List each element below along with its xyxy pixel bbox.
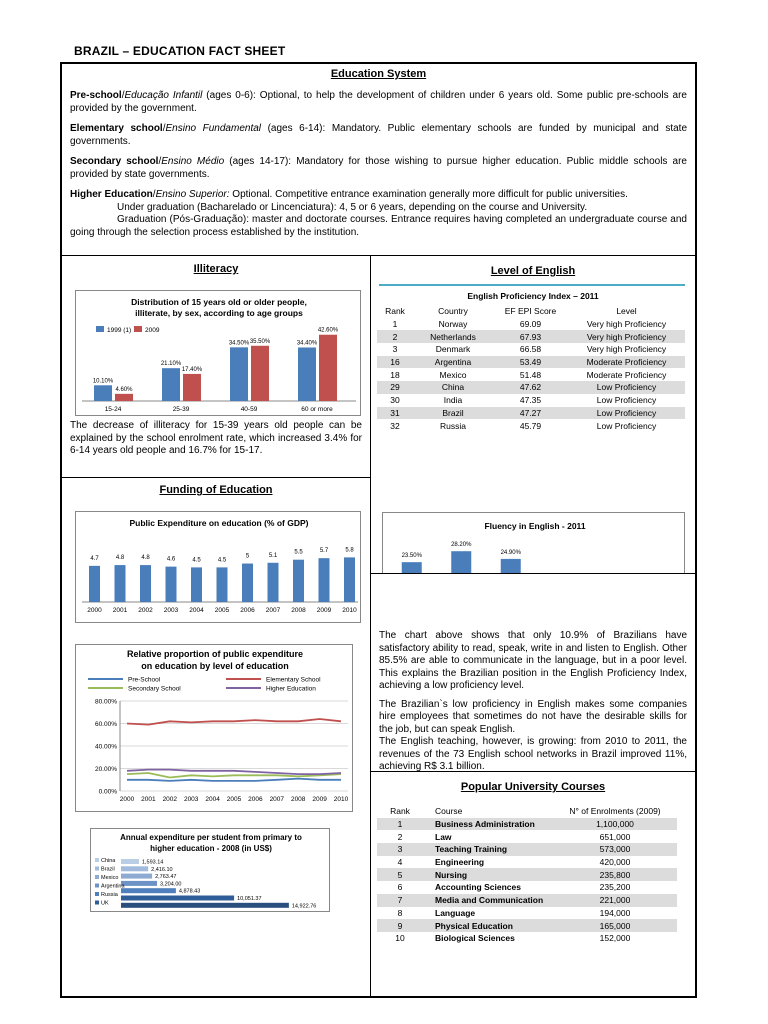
courses-table-cell: 235,200 xyxy=(599,882,631,893)
epi-table-cell: China xyxy=(413,381,493,394)
epi-col-rank: Rank xyxy=(385,306,405,317)
epi-table-cell: 51.48 xyxy=(519,369,542,380)
epi-table-cell: Argentina xyxy=(413,356,493,369)
epi-table-cell: 69.09 xyxy=(519,319,542,330)
legend-label: Mexico xyxy=(101,875,119,881)
y-tick-label: 40.00% xyxy=(94,743,117,751)
bar xyxy=(121,874,152,879)
proportion-chart-frame xyxy=(75,644,353,812)
epi-table-cell: 32 xyxy=(390,420,400,431)
bar xyxy=(166,567,177,602)
illiteracy-title: Illiteracy xyxy=(193,263,239,275)
chart-title: illiterate, by sex, according to age groups xyxy=(135,308,303,318)
bar xyxy=(344,557,355,602)
bar-2009 xyxy=(251,346,269,401)
per-student-chart xyxy=(91,829,331,913)
courses-table-row xyxy=(377,907,677,920)
x-tick-label: 2005 xyxy=(214,607,230,614)
epi-table-cell: Very high Proficiency xyxy=(586,344,667,355)
courses-table-cell: Law xyxy=(435,831,452,842)
data-label: 4.6 xyxy=(166,556,176,563)
courses-table-cell: 10 xyxy=(395,933,405,944)
data-label: 2,416.10 xyxy=(151,866,173,873)
legend-swatch-1999 xyxy=(96,326,104,332)
data-label: 4.60% xyxy=(115,386,133,393)
courses-table-cell: 5 xyxy=(377,868,423,881)
epi-table-cell: Very high Proficiency xyxy=(568,330,685,343)
epi-table-row xyxy=(377,330,685,343)
bar xyxy=(402,562,422,574)
courses-table-row xyxy=(377,818,677,831)
data-label: 35.50% xyxy=(249,338,271,345)
x-tick-label: 2006 xyxy=(248,796,263,803)
bar xyxy=(217,567,228,602)
x-tick-label: 2001 xyxy=(112,607,128,614)
elementary-paragraph: Elementary school/Ensino Fundamental (ages 6-14): Mandatory. Public elementary schools are funded by municipal and state governments. xyxy=(70,123,688,147)
series-line xyxy=(127,770,341,775)
courses-table-cell: Nursing xyxy=(423,868,553,881)
courses-table-cell: 1 xyxy=(377,818,423,831)
x-tick-label: 2002 xyxy=(138,607,153,614)
x-tick-label: 2004 xyxy=(205,796,220,803)
epi-table-cell: 2 xyxy=(377,330,413,343)
bar xyxy=(89,566,100,602)
epi-table xyxy=(377,305,685,432)
legend-label: UK xyxy=(101,900,109,907)
x-tick-label: 2000 xyxy=(87,607,102,614)
courses-table-cell: 8 xyxy=(397,907,403,918)
illiteracy-chart xyxy=(76,291,362,417)
epi-table-cell: Mexico xyxy=(439,369,467,380)
legend-swatch xyxy=(95,858,99,862)
courses-table-cell: Biological Sciences xyxy=(435,933,515,944)
x-tick-label: 2000 xyxy=(119,796,135,803)
y-tick-label: 20.00% xyxy=(94,766,117,773)
data-label: 5 xyxy=(245,553,250,560)
epi-col-score: EF EPI Score xyxy=(504,306,557,317)
bar xyxy=(115,565,126,602)
data-label: 5.5 xyxy=(294,549,303,556)
courses-table-row xyxy=(377,932,677,945)
x-tick-label: 2007 xyxy=(269,796,285,803)
courses-table-cell: 4 xyxy=(397,857,403,868)
courses-table-cell: 3 xyxy=(377,843,423,856)
data-label: 34.40% xyxy=(296,340,318,347)
courses-table-row xyxy=(377,894,677,907)
epi-table-cell: 1 xyxy=(392,319,398,330)
bar xyxy=(121,866,148,871)
courses-table-cell: 573,000 xyxy=(553,843,677,856)
data-label: 2,763.47 xyxy=(155,874,177,881)
epi-table-cell: 47.62 xyxy=(493,381,568,394)
bar-19991 xyxy=(230,347,248,401)
data-label: 42.60% xyxy=(317,327,339,334)
english-title-rule xyxy=(379,284,685,286)
chart-title: Distribution of 15 years old or older people, xyxy=(131,297,307,307)
chart-title: Fluency in English - 2011 xyxy=(484,521,586,531)
courses-table-cell: 6 xyxy=(397,882,403,893)
courses-table-row xyxy=(377,856,677,869)
data-label: 21.10% xyxy=(160,361,182,368)
courses-table-cell: 194,000 xyxy=(599,907,631,918)
bar-2009 xyxy=(183,374,201,401)
legend-label: Pre-School xyxy=(128,676,161,684)
data-label: 14,922.76 xyxy=(291,903,317,910)
data-label: 5.1 xyxy=(268,552,278,559)
x-tick-label: 2010 xyxy=(333,796,349,803)
courses-table-cell: 2 xyxy=(397,831,403,842)
epi-table-cell: Brazil xyxy=(413,407,493,420)
bar xyxy=(140,565,151,602)
y-tick-label: 80.00% xyxy=(94,698,117,706)
x-tick-label: 2004 xyxy=(189,607,204,614)
courses-table-cell: 221,000 xyxy=(553,894,677,907)
english-title: Level of English xyxy=(490,265,576,277)
bar xyxy=(121,888,176,893)
legend-label: China xyxy=(101,858,116,864)
chart-title: on education by level of education xyxy=(141,661,289,671)
courses-table-cell: 7 xyxy=(377,894,423,907)
epi-table-cell: Moderate Proficiency xyxy=(586,369,667,380)
bar xyxy=(268,563,279,602)
courses-col-enrolments: N° of Enrolments (2009) xyxy=(569,806,661,817)
epi-table-row xyxy=(377,407,685,420)
legend-label: Russia xyxy=(101,892,118,898)
epi-table-cell: Norway xyxy=(438,319,468,330)
x-tick-label: 2010 xyxy=(342,607,357,614)
per-student-chart-frame xyxy=(90,828,330,912)
x-tick-label: 15-24 xyxy=(104,406,122,413)
epi-table-row xyxy=(377,356,685,369)
english-para-2: The Brazilian`s low proficiency in English makes some companies hire employees that sometimes do not have the desirable skills for the job, but can speak English. xyxy=(379,698,687,735)
epi-table-cell: Denmark xyxy=(435,344,471,355)
bar xyxy=(501,559,521,574)
courses-table-cell: 235,800 xyxy=(553,868,677,881)
epi-table-cell: 66.58 xyxy=(519,344,542,355)
courses-table-row xyxy=(377,881,677,894)
page-title: BRAZIL – EDUCATION FACT SHEET xyxy=(74,44,286,58)
chart-title: Annual expenditure per student from primary to xyxy=(120,833,302,842)
data-label: 10.10% xyxy=(92,378,114,385)
x-tick-label: 60 or more xyxy=(301,406,333,413)
epi-table-row xyxy=(377,381,685,394)
epi-table-row xyxy=(377,318,685,331)
epi-table-row xyxy=(377,419,685,432)
fluency-chart-frame xyxy=(382,512,685,574)
legend-label: Elementary School xyxy=(266,676,321,684)
bar-19991 xyxy=(94,385,112,401)
epi-col-country: Country xyxy=(438,306,468,317)
legend-label-2009: 2009 xyxy=(145,327,160,334)
epi-table-cell: Low Proficiency xyxy=(596,395,657,406)
x-tick-label: 2009 xyxy=(316,607,332,614)
data-label: 10,051.37 xyxy=(237,896,262,902)
courses-table-cell: Business Administration xyxy=(423,818,553,831)
courses-table-cell: 420,000 xyxy=(599,857,631,868)
legend-swatch xyxy=(95,867,99,871)
undergraduation-line: Under graduation (Bacharelado or Lincenciatura): 4, 5 or 6 years, depending on the course and University. xyxy=(117,201,588,213)
courses-table-cell: Engineering xyxy=(435,857,485,868)
courses-table-row xyxy=(377,843,677,856)
data-label: 34.50% xyxy=(228,340,250,347)
bar-19991 xyxy=(162,368,180,401)
expenditure-chart xyxy=(76,512,362,624)
bar xyxy=(451,551,471,574)
bar xyxy=(121,881,157,886)
legend-label: Secondary School xyxy=(128,685,181,693)
legend-swatch xyxy=(95,892,99,896)
courses-table xyxy=(377,805,677,945)
epi-table-cell: Low Proficiency xyxy=(596,420,657,431)
epi-table-cell: 30 xyxy=(390,395,400,406)
courses-table-row xyxy=(377,830,677,843)
epi-table-cell: 31 xyxy=(377,407,413,420)
chart-title: Relative proportion of public expenditure xyxy=(126,649,304,659)
epi-col-level: Level xyxy=(616,306,637,317)
epi-table-cell: 45.79 xyxy=(519,420,542,431)
english-text-section xyxy=(371,630,695,772)
epi-table-cell: Moderate Proficiency xyxy=(568,356,685,369)
epi-table-row xyxy=(377,343,685,356)
epi-table-cell: 47.27 xyxy=(493,407,568,420)
fact-sheet-frame xyxy=(60,62,697,998)
data-label: 17.40% xyxy=(181,366,203,373)
data-label: 4.8 xyxy=(141,555,150,562)
bar xyxy=(121,896,234,901)
epi-table-cell: 53.49 xyxy=(493,356,568,369)
courses-col-rank: Rank xyxy=(390,806,410,817)
courses-title: Popular University Courses xyxy=(460,781,606,793)
y-tick-label: 60.00% xyxy=(94,721,117,728)
x-tick-label: 25-39 xyxy=(172,406,190,413)
english-para-1: The chart above shows that only 10.9% of Brazilians have satisfactory ability to read, speak, write in and listen to English. Other 85.5% are able to communicate in the language, but in a poor level. This explains the Brazilian position in the English Proficiency Index, achieving a low proficiency level. xyxy=(379,630,687,691)
data-label: 5.7 xyxy=(319,548,329,555)
epi-table-title: English Proficiency Index – 2011 xyxy=(467,291,599,301)
epi-table-cell: 29 xyxy=(377,381,413,394)
funding-section xyxy=(62,478,371,996)
bar xyxy=(121,859,139,864)
x-tick-label: 2001 xyxy=(141,796,156,803)
courses-table-row xyxy=(377,919,677,932)
series-line xyxy=(127,779,341,781)
proportion-chart xyxy=(76,645,354,813)
english-section xyxy=(371,256,695,574)
illiteracy-section xyxy=(62,256,371,478)
courses-table-cell: 165,000 xyxy=(553,919,677,932)
fluency-chart xyxy=(383,513,686,574)
x-tick-label: 2003 xyxy=(183,796,199,803)
higher-paragraph: Higher Education/Ensino Superior: Optional. Competitive entrance examination generally more difficult for public universities. xyxy=(70,189,628,200)
epi-table-row xyxy=(377,394,685,407)
data-label: 4.5 xyxy=(192,557,201,564)
data-label: 28.20% xyxy=(451,542,472,549)
x-tick-label: 2008 xyxy=(291,607,306,614)
x-tick-label: 2005 xyxy=(226,796,242,803)
education-system-section xyxy=(62,64,695,256)
data-label: 3,204.00 xyxy=(160,881,182,888)
chart-title: higher education - 2008 (in US$) xyxy=(150,844,272,853)
epi-table-cell: Low Proficiency xyxy=(568,381,685,394)
secondary-paragraph: Secondary school/Ensino Médio (ages 14-17): Mandatory for those wishing to pursue higher education. Public middle schools are provided by state governments. xyxy=(70,156,687,180)
bar-19991 xyxy=(298,347,316,401)
x-tick-label: 2006 xyxy=(240,607,255,614)
courses-table-cell: 1,100,000 xyxy=(553,818,677,831)
courses-section xyxy=(371,772,695,996)
english-para-3: The English teaching, however, is growing: from 2010 to 2011, the revenues of the 73 English school networks in Brazil improved 11%, achieving R$ 3.1 billion. xyxy=(379,736,687,772)
courses-table-cell: 9 xyxy=(377,919,423,932)
legend-swatch xyxy=(95,884,99,888)
courses-table-cell: Media and Communication xyxy=(423,894,553,907)
courses-table-cell: Teaching Training xyxy=(423,843,553,856)
bar xyxy=(242,564,253,602)
courses-table-row xyxy=(377,868,677,881)
data-label: 4.5 xyxy=(217,557,227,564)
courses-table-cell: 152,000 xyxy=(599,933,631,944)
courses-table-cell: Physical Education xyxy=(423,919,553,932)
epi-table-cell: India xyxy=(443,395,463,406)
data-label: 1,593.14 xyxy=(141,859,164,866)
bar xyxy=(319,558,330,602)
chart-title: Public Expenditure on education (% of GDP) xyxy=(129,518,309,528)
legend-swatch xyxy=(95,875,99,879)
courses-table-cell: Language xyxy=(435,907,476,918)
epi-table-cell: 3 xyxy=(392,344,398,355)
illiteracy-text: The decrease of illiteracy for 15-39 years old people can be explained by the school enrolment rate, which increased 3.4% for 6-14 years old people and 16.7% for 15-17. xyxy=(70,420,362,456)
epi-table-cell: Very high Proficiency xyxy=(586,319,667,330)
education-system-title: Education System xyxy=(330,68,427,80)
bar xyxy=(121,903,289,908)
legend-swatch-2009 xyxy=(134,326,142,332)
expenditure-chart-frame xyxy=(75,511,361,623)
bar-2009 xyxy=(319,335,337,401)
legend-label: Brazil xyxy=(101,866,115,873)
legend-label-1999: 1999 (1) xyxy=(107,327,132,334)
y-tick-label: 0.00% xyxy=(98,788,117,796)
epi-table-cell: 16 xyxy=(377,356,413,369)
bar xyxy=(293,560,304,602)
preschool-paragraph: Pre-school/Educação Infantil (ages 0-6): Optional, to help the development of children under 6 years old. Some public pre-schools are provided by the government. xyxy=(70,90,687,114)
courses-table-cell: Accounting Sciences xyxy=(435,882,521,893)
epi-table-cell: Netherlands xyxy=(413,330,493,343)
bar-2009 xyxy=(115,394,133,401)
x-tick-label: 2007 xyxy=(265,607,281,614)
data-label: 4.7 xyxy=(90,555,99,562)
x-tick-label: 2002 xyxy=(162,796,178,803)
epi-table-cell: Russia xyxy=(440,420,466,431)
epi-table-cell: Low Proficiency xyxy=(568,407,685,420)
bar xyxy=(191,567,202,602)
x-tick-label: 2003 xyxy=(163,607,179,614)
epi-table-cell: 47.35 xyxy=(519,395,542,406)
graduation-line: Graduation (Pós-Graduação): master and doctorate courses. Entrance requires having completed an undergraduate course and going through the selection process established by the institution. xyxy=(70,214,687,238)
legend-label: Argentina xyxy=(101,883,125,890)
funding-title: Funding of Education xyxy=(159,484,273,496)
epi-table-cell: 67.93 xyxy=(493,330,568,343)
data-label: 4,878.43 xyxy=(178,888,201,895)
x-tick-label: 2009 xyxy=(312,796,327,803)
legend-label: Higher Education xyxy=(266,685,316,693)
epi-table-row xyxy=(377,368,685,381)
data-label: 4.8 xyxy=(115,555,125,562)
data-label: 23.50% xyxy=(401,553,422,560)
data-label: 5.8 xyxy=(345,547,354,554)
x-tick-label: 2008 xyxy=(290,796,306,803)
courses-table-cell: 651,000 xyxy=(599,831,631,842)
courses-col-course: Course xyxy=(435,806,463,817)
illiteracy-chart-frame xyxy=(75,290,361,416)
legend-swatch xyxy=(95,901,99,905)
data-label: 24.90% xyxy=(500,549,521,556)
epi-table-cell: 18 xyxy=(390,369,400,380)
x-tick-label: 40-59 xyxy=(240,406,258,413)
